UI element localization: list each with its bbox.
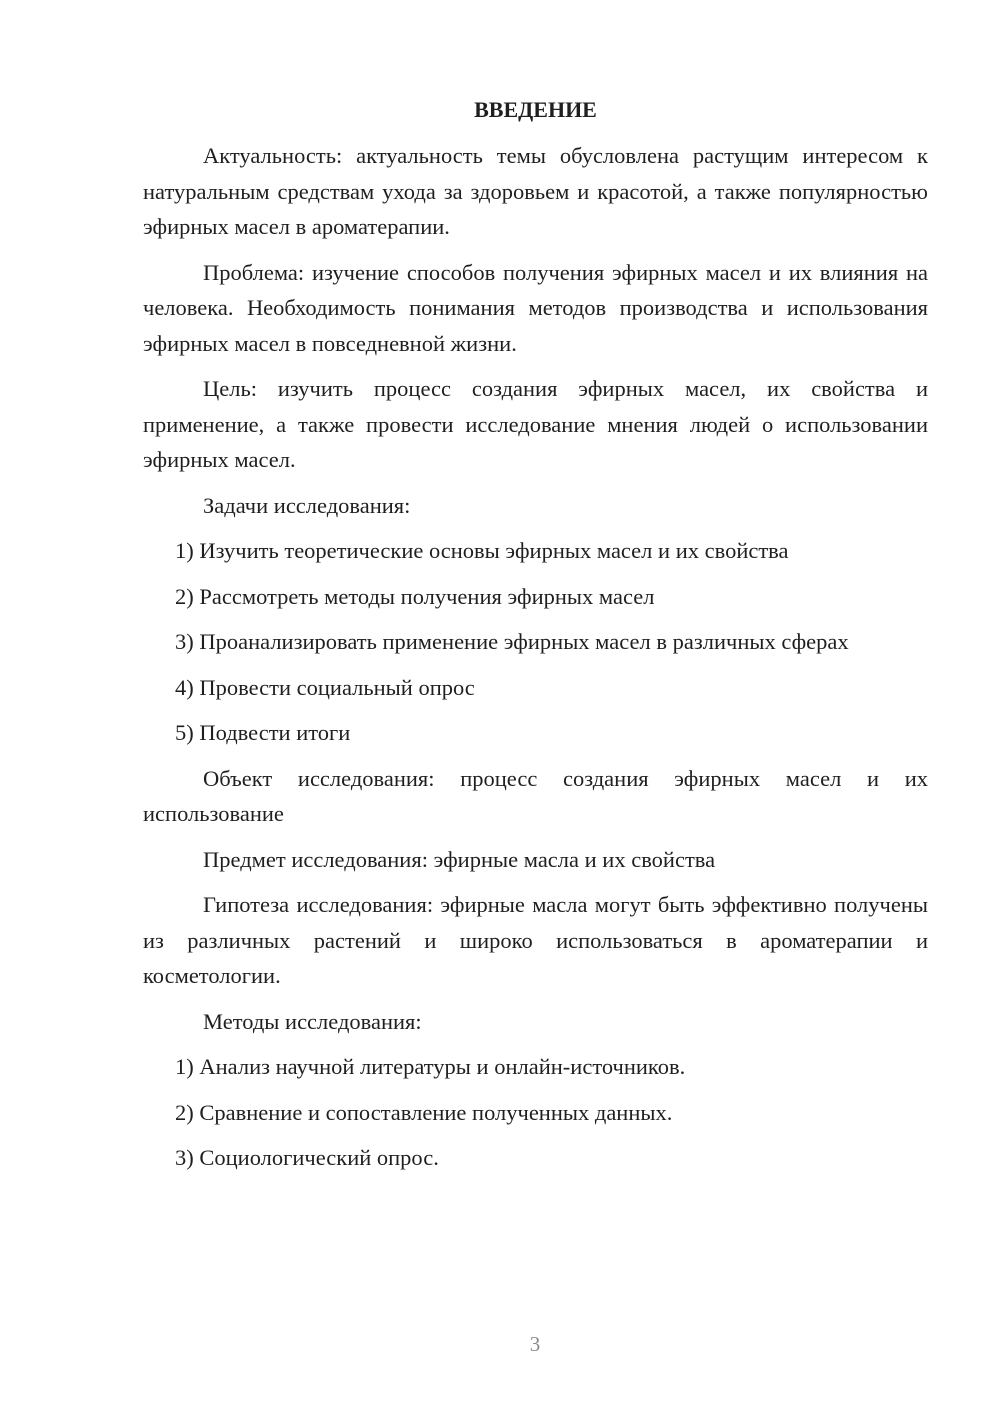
- list-item: 1) Анализ научной литературы и онлайн-источников.: [175, 1054, 686, 1079]
- methods-intro: Методы исследования:: [203, 1008, 422, 1034]
- section-heading: ВВЕДЕНИЕ: [474, 97, 597, 122]
- hypothesis-paragraph: Гипотеза исследования: эфирные масла могут быть эффективно получены из различных растений и широко использоваться в ароматерапии и косметологии.: [143, 892, 928, 988]
- object-paragraph: Объект исследования: процесс создания эфирных масел и их использование: [143, 765, 928, 826]
- methods-list: [143, 1049, 928, 1176]
- list-item: 1) Изучить теоретические основы эфирных масел и их свойства: [175, 538, 789, 563]
- problem-paragraph: Проблема: изучение способов получения эфирных масел и их влияния на человека. Необходимость понимания методов производства и использования эфирных масел в повседневной жизни.: [143, 259, 928, 356]
- list-item: 2) Рассмотреть методы получения эфирных масел: [175, 583, 655, 609]
- list-item: 4) Провести социальный опрос: [175, 674, 475, 700]
- tasks-list: [143, 533, 928, 751]
- relevance-paragraph: Актуальность: актуальность темы обусловлена растущим интересом к натуральным средствам ухода за здоровьем и красотой, а также популярностью эфирных масел в ароматерапии.: [143, 143, 928, 239]
- subject-paragraph: Предмет исследования: эфирные масла и их свойства: [203, 846, 716, 872]
- tasks-intro: Задачи исследования:: [203, 492, 411, 518]
- list-item: 2) Сравнение и сопоставление полученных данных.: [175, 1099, 673, 1125]
- list-item: 3) Проанализировать применение эфирных масел в различных сферах: [175, 629, 849, 654]
- list-item: 3) Социологический опрос.: [175, 1145, 439, 1170]
- goal-paragraph: Цель: изучить процесс создания эфирных масел, их свойства и применение, а также провести исследование мнения людей о использовании эфирных масел.: [143, 376, 928, 472]
- list-item: 5) Подвести итоги: [175, 720, 351, 745]
- page-content: [143, 94, 928, 1186]
- page-number: 3: [529, 1332, 541, 1356]
